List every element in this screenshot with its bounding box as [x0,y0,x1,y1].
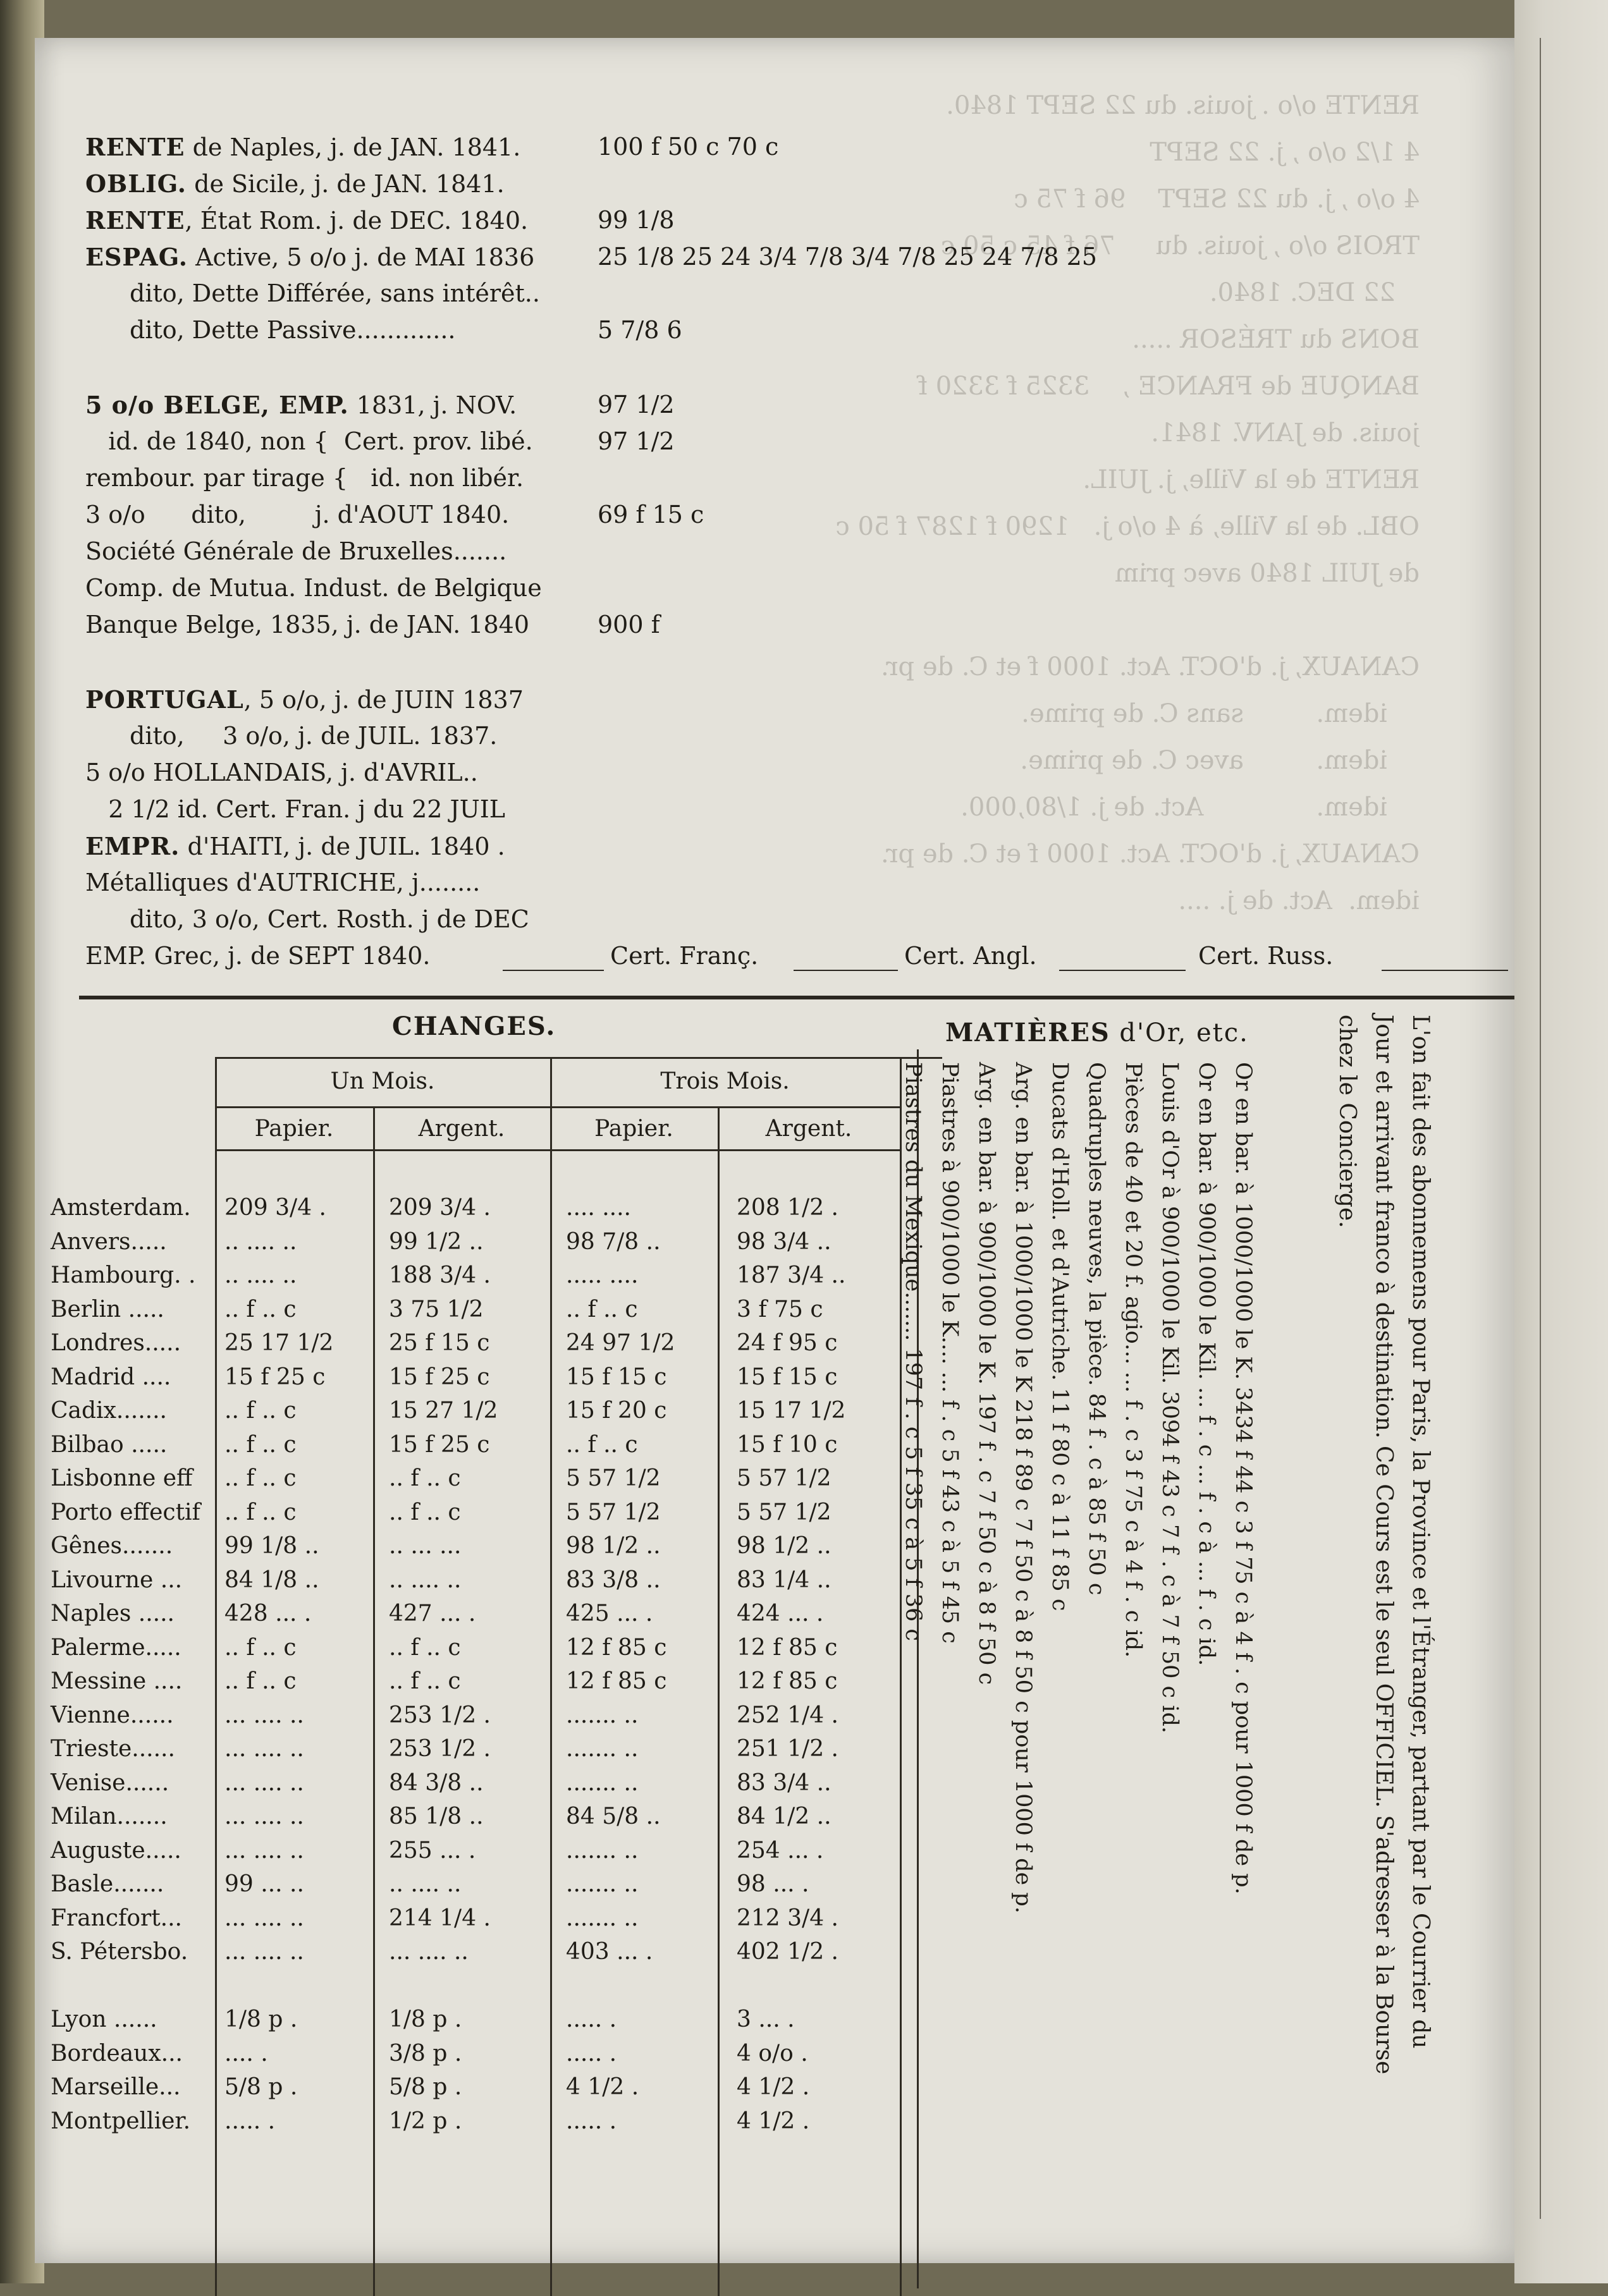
cert-russ-label: Cert. Russ. [1198,942,1334,970]
rate-cell: 12 f 85 c [737,1634,838,1661]
emp-grec-row [85,942,1476,979]
changes-row [35,1465,945,1499]
rate-cell: .. .... .. [389,1871,462,1897]
rate-cell: 84 3/8 .. [389,1769,484,1796]
rente-label: dito, Dette Passive............. [130,316,456,344]
rente-label: dito, 3 o/o, j. de JUIL. 1837. [130,722,498,750]
rente-row [85,279,1476,316]
argent-heading-2: Argent. [765,1116,852,1142]
fill-in-blank-line [794,970,898,971]
rate-cell: 208 1/2 . [737,1195,838,1221]
place-name: Lisbonne eff [51,1465,193,1491]
changes-head-rule [215,1149,900,1151]
changes-row [35,2074,945,2108]
rente-row [85,316,1476,353]
rate-cell: ... .... .. [224,1736,304,1762]
rate-cell: 24 f 95 c [737,1330,838,1356]
rate-cell: ..... . [566,2108,617,2134]
place-name: Bilbao ..... [51,1431,168,1458]
rate-cell: 15 f 25 c [224,1364,326,1390]
matiere-line: Louis d'Or à 900/1000 le Kil. 3094 f 43 c 7 f . c à 7 f 50 c id. [1157,1062,1182,1734]
place-name: Venise...... [51,1769,169,1796]
rente-row [85,611,1476,647]
changes-title: CHANGES. [392,1011,556,1041]
matiere-line: Or en bar. à 1000/1000 le K. 3434 f 44 c 3 f 75 c à 4 f . c pour 1000 f de p. [1231,1062,1256,1895]
emp-grec-label: EMP. Grec, j. de SEPT 1840. [85,942,431,970]
rate-cell: 1/8 p . [389,2006,462,2032]
changes-row [35,1601,945,1634]
rate-cell: 98 3/4 .. [737,1228,832,1255]
rate-cell: 12 f 85 c [566,1634,667,1661]
place-name: Vienne...... [51,1702,174,1728]
matiere-line: Pièces de 40 et 20 f. agio... ... f . c 3 f 75 c à 4 f . c id. [1120,1062,1146,1658]
place-name: Lyon ...... [51,2006,157,2032]
rate-cell: 4 1/2 . [737,2108,810,2134]
cert-franc-label: Cert. Franç. [610,942,759,970]
matieres-vertical-table [901,1062,1261,2295]
rate-cell: 428 ... . [224,1601,312,1627]
notice-line: Jour et arrivant franco à destination. Ce Cours est le seul OFFICIEL. S'adresser à la Bourse [1371,1015,1397,2075]
rate-cell: ....... .. [566,1837,639,1864]
rente-label: EMPR. d'HAITI, j. de JUIL. 1840 . [85,832,505,860]
rate-cell: 15 f 20 c [566,1398,667,1424]
rate-cell: 15 f 15 c [566,1364,667,1390]
rate-cell: .. f .. c [224,1634,297,1661]
rate-cell: 84 1/8 .. [224,1566,319,1593]
place-name: Berlin ..... [51,1296,164,1322]
place-name: Amsterdam. [51,1195,191,1221]
rate-cell: 253 1/2 . [389,1702,491,1728]
rente-label: OBLIG. de Sicile, j. de JAN. 1841. [85,169,505,198]
rate-cell: 5 57 1/2 [737,1465,832,1491]
rate-cell: 5 57 1/2 [566,1499,661,1525]
un-mois-heading: Un Mois. [330,1068,435,1094]
rate-cell: 5 57 1/2 [737,1499,832,1525]
facing-page-edge [1514,0,1608,2283]
changes-row [35,1533,945,1566]
trois-mois-heading: Trois Mois. [660,1068,790,1094]
rate-cell: .. .... .. [389,1566,462,1593]
rate-cell: .. f .. c [389,1499,461,1525]
matiere-line: Arg. en bar. à 900/1000 le K. 197 f . c 7 f 50 c à 8 f 50 c [974,1062,999,1685]
rentes-list [85,133,1476,979]
rente-label: 3 o/o dito, j. d'AOUT 1840. [85,501,510,528]
place-name: Montpellier. [51,2108,191,2134]
rate-cell: ..... .... [566,1262,639,1288]
rate-cell: .. f .. c [224,1668,297,1694]
rate-cell: 188 3/4 . [389,1262,491,1288]
rente-label: Métalliques d'AUTRICHE, j........ [85,869,481,896]
rente-row [85,832,1476,869]
rate-cell: 84 1/2 .. [737,1804,832,1829]
rate-cell: 99 1/8 .. [224,1533,319,1559]
rate-cell: 25 f 15 c [389,1330,490,1356]
rate-cell: 1/8 p . [224,2006,298,2032]
rate-cell: 98 1/2 .. [566,1533,661,1559]
rate-cell: 214 1/4 . [389,1905,491,1931]
rate-cell: 253 1/2 . [389,1736,491,1762]
place-name: Cadix....... [51,1398,167,1424]
changes-row [35,1364,945,1398]
rente-label: dito, Dette Différée, sans intérêt.. [130,279,540,307]
rente-row [85,759,1476,795]
changes-row [35,2041,945,2074]
changes-sub-rule [215,1106,900,1108]
rate-cell: 252 1/4 . [737,1702,838,1728]
changes-row [35,1804,945,1837]
rente-value: 25 1/8 25 24 3/4 7/8 3/4 7/8 25 24 7/8 25 [598,243,1097,271]
matiere-line: Piastres à 900/1000 le K.... ... f . c 5 f 43 c à 5 f 45 c [937,1062,962,1644]
place-name: Londres..... [51,1330,181,1356]
place-name: Trieste...... [51,1736,175,1762]
rate-cell: .. .... .. [224,1262,297,1288]
changes-row [35,2108,945,2142]
rate-cell: 427 ... . [389,1601,476,1627]
rente-label: rembour. par tirage { id. non libér. [85,464,524,492]
rente-label: id. de 1840, non { Cert. prov. libé. [85,427,533,455]
rate-cell: .. f .. c [224,1398,297,1424]
changes-row [35,1499,945,1533]
changes-row [35,1838,945,1871]
rente-value: 69 f 15 c [598,501,704,528]
rente-value: 99 1/8 [598,206,675,234]
matieres-title: MATIÈRES d'Or, etc. [945,1018,1249,1047]
subscription-notice [1312,1015,1439,2216]
rate-cell: 12 f 85 c [737,1668,838,1694]
rate-cell: .... . [224,2040,268,2067]
rente-row [85,722,1476,759]
changes-row [35,1229,945,1262]
rente-label: ESPAG. Active, 5 o/o j. de MAI 1836 [85,243,535,271]
rate-cell: .. f .. c [224,1499,297,1525]
changes-row [35,1668,945,1702]
rate-cell: 187 3/4 .. [737,1262,846,1288]
rate-cell: 1/2 p . [389,2108,462,2134]
rate-cell: 98 ... . [737,1871,809,1897]
rente-row [85,243,1476,279]
place-name: Hambourg. . [51,1262,196,1288]
place-name: Auguste..... [51,1837,181,1864]
bleed-through-text: RENTE o/o . jouis. du 22 SEPT 1840. 4 1/2 o/o , j. 22 SEPT 4 o/o , j. du 22 SEPT 96 f 75 c TROIS o/o , jouis. du 76 f 45 c 50 c 22 DEC. 1840. BONS du TRÉSOR ..... BANQUE de FRANCE , 3325 f 3320 f jouis. de JANV. 1841. RENTE de la Ville, j. JUIL. OBL. de la Ville, à 4 o/o j. 1290 f 1287 f 50 c de JUIL 1840 avec prim CANAUX, j. d'OCT. Act. 1000 f et C. de pr. idem. sans C. de prime. idem. avec C. de prime. idem. Act. de j. 1/80,000. CANAUX, j. d'OCT. Act. 1000 f et C. de pr. idem. Act. de j. .... [835,91,1420,915]
place-name: Palerme..... [51,1634,181,1661]
rate-cell: ....... .. [566,1702,639,1728]
rate-cell: 83 1/4 .. [737,1566,832,1593]
matiere-line: Arg. en bar. à 1000/1000 le K 218 f 89 c 7 f 50 c à 8 f 50 c pour 1000 f de p. [1010,1062,1036,1914]
rate-cell: .. f .. c [224,1431,297,1458]
rente-row [85,464,1476,501]
rate-cell: 255 ... . [389,1837,476,1864]
changes-row [35,1770,945,1804]
rate-cell: 402 1/2 . [737,1939,838,1965]
rente-row [85,391,1476,427]
changes-top-rule [215,1057,942,1059]
rentes-gap [85,647,1476,685]
matiere-line: Quadruples neuves, la pièce. 84 f . c à 85 f 50 c [1084,1062,1109,1596]
rate-cell: 15 27 1/2 [389,1398,498,1424]
changes-row [35,1635,945,1668]
rate-cell: ..... . [566,2006,617,2032]
changes-row [35,1297,945,1330]
changes-row [35,1330,945,1364]
place-name: Anvers..... [51,1228,167,1255]
argent-heading-1: Argent. [418,1116,505,1142]
place-name: Marseille... [51,2074,181,2100]
rate-cell: 209 3/4 . [389,1195,491,1221]
rate-cell: 99 ... .. [224,1871,304,1897]
changes-row [35,1702,945,1736]
rente-label: Société Générale de Bruxelles....... [85,537,507,565]
place-name: Francfort... [51,1905,183,1931]
rate-cell: 5/8 p . [389,2074,462,2100]
rate-cell: .. f .. c [566,1296,638,1322]
rate-cell: 15 f 15 c [737,1364,838,1390]
changes-row [35,1736,945,1769]
changes-row [35,1398,945,1431]
notice-line: chez le Concierge. [1334,1015,1360,1228]
changes-row [35,1432,945,1465]
rente-label: 5 o/o HOLLANDAIS, j. d'AVRIL.. [85,759,478,786]
rate-cell: ... .... .. [224,1837,304,1864]
rate-cell: 212 3/4 . [737,1905,838,1931]
changes-row [35,1195,945,1228]
rate-cell: 15 f 25 c [389,1364,490,1390]
rate-cell: 15 f 10 c [737,1431,838,1458]
fill-in-blank-line [1059,970,1186,971]
notice-line: L'on fait des abonnemens pour Paris, la Province et l'Étranger, partant par le Courrier du [1408,1015,1433,2049]
rate-cell: 5/8 p . [224,2074,298,2100]
matiere-line: Piastres du Mexique....... 197 f . c 5 f 35 c à 5 f 36 c [900,1062,926,1641]
rente-label: RENTE de Naples, j. de JAN. 1841. [85,133,521,161]
matiere-line: Ducats d'Holl. et d'Autriche. 11 f 80 c à 11 f 85 c [1047,1062,1072,1611]
rate-cell: .. f .. c [389,1465,461,1491]
rate-cell: 254 ... . [737,1837,824,1864]
place-name: Messine .... [51,1668,183,1694]
rentes-gap [85,353,1476,391]
rate-cell: .... .... [566,1195,631,1221]
changes-row [35,1905,945,1939]
rate-cell: .. ... ... [389,1533,462,1559]
rate-cell: ..... . [566,2040,617,2067]
changes-row [35,1939,945,1972]
rate-cell: 3 ... . [737,2006,795,2032]
rente-value: 900 f [598,611,660,638]
rate-cell: ... .... .. [224,1905,304,1931]
rente-row [85,206,1476,243]
papier-heading-2: Papier. [594,1116,673,1142]
rate-cell: 403 ... . [566,1939,653,1965]
rente-label: RENTE, État Rom. j. de DEC. 1840. [85,206,529,235]
rate-cell: 425 ... . [566,1601,653,1627]
rente-row [85,685,1476,722]
rate-cell: .. f .. c [224,1465,297,1491]
place-name: Gênes....... [51,1533,173,1559]
rate-cell: .. f .. c [566,1431,638,1458]
rate-cell: ..... . [224,2108,276,2134]
rate-cell: ... .... .. [224,1702,304,1728]
place-name: Naples ..... [51,1601,175,1627]
rate-cell: ... .... .. [224,1939,304,1965]
rente-row [85,501,1476,537]
rate-cell: 24 97 1/2 [566,1330,675,1356]
rate-cell: 25 17 1/2 [224,1330,334,1356]
rate-cell: 3 75 1/2 [389,1296,484,1322]
changes-row [35,1567,945,1601]
rate-cell: ... .... .. [224,1804,304,1829]
rate-cell: ....... .. [566,1905,639,1931]
rate-cell: 3 f 75 c [737,1296,823,1322]
fill-in-blank-line [1382,970,1508,971]
rente-row [85,795,1476,832]
rate-cell: ... .... .. [389,1939,469,1965]
ledger-page [35,38,1514,2263]
rente-label: PORTUGAL, 5 o/o, j. de JUIN 1837 [85,685,524,714]
rente-row [85,869,1476,905]
rate-cell: 83 3/8 .. [566,1566,661,1593]
rate-cell: ... .... .. [224,1769,304,1796]
rate-cell: 4 1/2 . [566,2074,639,2100]
changes-row [35,1973,945,2006]
fill-in-blank-line [503,970,604,971]
rate-cell: 15 f 25 c [389,1431,490,1458]
rate-cell: ....... .. [566,1769,639,1796]
rate-cell: .. .... .. [224,1228,297,1255]
rente-value: 100 f 50 c 70 c [598,133,779,161]
changes-row [35,2006,945,2040]
changes-row [35,1262,945,1296]
rente-value: 97 1/2 [598,427,675,455]
place-name: Livourne ... [51,1566,183,1593]
place-name: Madrid .... [51,1364,171,1390]
rate-cell: 84 5/8 .. [566,1804,661,1829]
rente-label: Banque Belge, 1835, j. de JAN. 1840 [85,611,530,638]
place-name: Basle....... [51,1871,164,1897]
rente-row [85,427,1476,464]
rate-cell: 15 17 1/2 [737,1398,846,1424]
papier-heading-1: Papier. [254,1116,334,1142]
rente-label: 5 o/o BELGE, EMP. 1831, j. NOV. [85,391,517,419]
rate-cell: 12 f 85 c [566,1668,667,1694]
place-name: Porto effectif [51,1499,200,1525]
rate-cell: 5 57 1/2 [566,1465,661,1491]
rente-label: 2 1/2 id. Cert. Fran. j du 22 JUIL [85,795,506,823]
place-name: S. Pétersbo. [51,1939,188,1965]
rente-row [85,574,1476,611]
rente-row [85,537,1476,574]
rate-cell: 209 3/4 . [224,1195,326,1221]
rate-cell: .. f .. c [389,1634,461,1661]
rate-cell: ....... .. [566,1871,639,1897]
rate-cell: 98 7/8 .. [566,1228,661,1255]
rate-cell: .. f .. c [389,1668,461,1694]
rate-cell: 424 ... . [737,1601,824,1627]
matiere-line: Or en bar. à 900/1000 le Kil. ... f . c ... f . c à ... f . c id. [1194,1062,1219,1666]
rate-cell: 3/8 p . [389,2040,462,2067]
rente-label: Comp. de Mutua. Indust. de Belgique [85,574,542,602]
rente-value: 97 1/2 [598,391,675,418]
changes-row [35,1871,945,1905]
rate-cell: 99 1/2 .. [389,1228,484,1255]
rente-row [85,905,1476,942]
section-divider [79,996,1514,999]
rente-row [85,169,1476,206]
rate-cell: .. f .. c [224,1296,297,1322]
rate-cell: 251 1/2 . [737,1736,838,1762]
rate-cell: 4 1/2 . [737,2074,810,2100]
place-name: Bordeaux... [51,2040,183,2067]
rate-cell: ....... .. [566,1736,639,1762]
rente-value: 5 7/8 6 [598,316,682,344]
rate-cell: 98 1/2 .. [737,1533,832,1559]
place-name: Milan....... [51,1804,168,1829]
cert-angl-label: Cert. Angl. [904,942,1037,970]
rente-row [85,133,1476,169]
rente-label: dito, 3 o/o, Cert. Rosth. j de DEC [130,905,529,933]
rate-cell: 4 o/o . [737,2040,808,2067]
rate-cell: 83 3/4 .. [737,1769,832,1796]
rate-cell: 85 1/8 .. [389,1804,484,1829]
